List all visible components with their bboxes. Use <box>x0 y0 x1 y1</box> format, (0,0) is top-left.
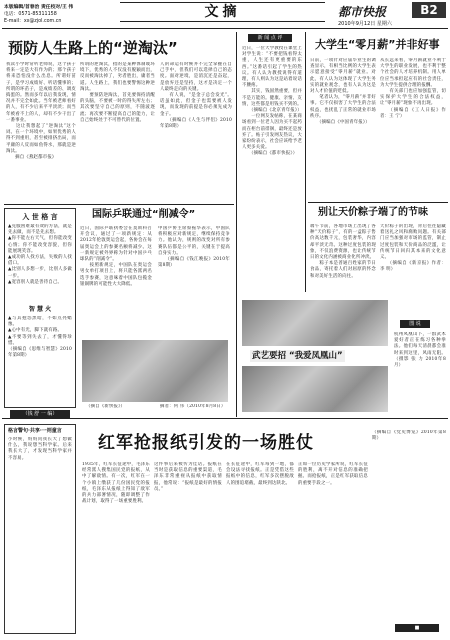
editor-line: 本版编辑/首春治 责任校对/王 伟 <box>4 5 74 10</box>
rule <box>4 204 234 205</box>
column-divider <box>305 32 306 292</box>
phone-line: 电话：0571-85311158 <box>4 12 57 17</box>
section-title: 文摘 <box>204 4 241 20</box>
bottom-right-tag: ■ <box>395 624 439 632</box>
article-3-col2: 从长远来看，零月薪就业不利于大学生的职业发展，也不利于整个社会的人才培养机制。用人单位应当承担起应有的社会责任，为大学生提供合理的报酬。 有关部门也应加强监管，切实保护大学生的合法权益，让“零月薪”现象不再出现。 （摘编自《工人日报》作者：王 宁） <box>380 58 446 119</box>
bottom-left-box <box>4 424 76 634</box>
martial-arts-photo <box>242 300 388 346</box>
martial-arts-photo-2 <box>242 366 388 412</box>
sidebar-subtitle: 智 慧 火 <box>28 306 52 313</box>
date-line: 2010年9月12日 星期六 <box>338 21 392 27</box>
sidebar-footer: （钱 舒 一 编） <box>10 410 70 418</box>
article-1-col1: 我读小学时常听老师说，这个孩子将来一定是大有作为的；那个孩子将来恐怕没什么出息。所谓好苗子，是学习成绩好、听话懂事的；所谓的坏苗子，是成绩差的、调皮捣蛋的。然而多年以后我发现，情况并不完全如此。当年被老师看好的人，有不少后来平平淡淡；而当年被看不上的人，却有不少干出了一番事业。 这让我想起了“逆淘汰”这个词。在一个环境中，如果优秀的人得不到重用，甚至被排挤出局，而平庸的人反而如鱼得水，那就是逆淘汰。 摘自《燕赵都市报》 <box>6 62 76 161</box>
section-band <box>120 2 325 22</box>
rule <box>308 202 448 203</box>
news-tag: 新 闻 点 评 <box>248 34 292 42</box>
table-tennis-photo <box>82 340 228 402</box>
article-1-col3: 人的命运有时候并不完全掌握在自己手中，但我们可以选择自己的态度。面对逆境，是消沉还是奋起，是放弃还是坚持，这才是决定一个人最终走向的关键。 有人说，“是金子总会发光”。话虽如此，但金子也需要被人发现，而发现的前提是你必须先成为金子。 （摘编自《人生与伴侣》2010年第8期） <box>160 62 232 130</box>
article-3-col1: 日前，一项针对应届毕业生的调查显示，有相当比例的大学生表示愿意接受“零月薪”就业。对此，有人认为这体现了大学生务实的就业观念，也有人认为这是对人才价值的贬低。 笔者认为，“零月薪”并非好事。它不仅损害了大学生的合法权益，也扰乱了正常的就业市场秩序。 （摘编自《中国青年报》） <box>310 58 376 126</box>
article-4-title: 别让天价粽子端了的节味 <box>318 207 428 218</box>
masthead-rule <box>2 28 448 29</box>
article-2-title: 国际乒联通过“削减令” <box>92 209 196 220</box>
column-divider <box>236 32 237 417</box>
article-2-caption: （摘自《新快报》） <box>86 404 126 409</box>
article-2-photo-credit: 摘者：何 伟（2010年8月8日） <box>160 404 226 409</box>
page-code: B2 <box>412 2 446 18</box>
bottom-left-tag: 格言警句·共享·一则童言 <box>8 428 62 434</box>
sidebar-box <box>4 208 76 408</box>
photo-tag: 图 说 <box>400 320 430 328</box>
article-1-title: 预防人生路上的“逆淘汰” <box>8 39 178 57</box>
article-2-col2: 中国乒协主席蔡振华表示，中国队将积极应对新规定，继续保持竞争力。他认为，规则的改变对所有参赛队伍都是公平的，关键在于提高自身实力。 （摘编自《钱江晚报》2010年第8期） <box>158 226 230 269</box>
article-6-col5: （摘编自《党史博览》2010年第8期） <box>372 430 446 442</box>
article-6-col2: 这件事后来被传为佳话。报纸在当时是获取信息的重要渠道，毛泽东非常重视从报纸中获取情报，他常说：“报纸是最好的情报员。” <box>154 462 222 492</box>
article-1-col2: 所谓的逆淘汰，指的是某种体制或环境下，优秀的人不仅没有脱颖而出，反而被淘汰掉了，劣者胜出，庸者当道。人生路上，我们也要警惕这种逆淘汰。 要预防逆淘汰，首先要保持清醒的头脑，不要被一时的得失所左右；其次要坚守自己的原则，不随波逐流；再次要不断提高自己的能力，让自己始终处于不可替代的位置。 <box>80 62 155 123</box>
newspaper-logo: 都市快报 <box>338 5 387 19</box>
article-6-title: 红军抢报纸引发的一场胜仗 <box>98 433 314 453</box>
article-2-col1: 近日，国际乒联执委会在莫斯科召开会议，通过了一项新规定：从2012年伦敦奥运会起，各协会在每届奥运会上的参赛名额将减少。这一新规定被外界称为针对中国乒乓球队的“削减令”。 按照新规定，中国队在奥运会男女单打项目上，将只能各派两名选手参赛，这意味着中国队包揽金银铜牌的可能性大大降低。 <box>80 226 152 287</box>
article-4-col2: 天价粽子的出现，背后往往隐藏着送礼之风和腐败问题。有关部门应当加强对市场的监管，制止过度包装和天价商品的泛滥，让传统节日回归其本来的文化意义。 （摘编自《新京报》作者：李 明） <box>380 224 446 273</box>
sidebar-text: ▲克服困难最有效的方法，就是先去做，而不是先去想。 ▲你不能左右天气，但你能改变心情；你不能改变容貌，但你能展现笑容。 ▲成功的人找方法，失败的人找借口。 ▲比别人多想一步，比别人多做一步。 ▲宽容别人就是善待自己。 <box>8 224 72 285</box>
article-4-col1: 端午节前，各地市场上出现了各种“天价粽子”，有的一盒粽子售价高达数千元，包装奢华，内容却平淡无奇。这种过度包装的现象，不仅浪费资源，也让传统节日的文化内涵被商业化所冲淡。 粽子本是普通百姓家的节日食品，寄托着人们对屈原的怀念和对美好生活的向往。 <box>310 224 376 279</box>
article-3-title: 大学生“零月薪”并非好事 <box>315 38 440 51</box>
photo-title: 武艺要招 “我爱凤凰山” <box>252 351 343 361</box>
news-column-text: 近日，一位大学教授在课堂上对学生说：“不要把钱看得太重，人生还有更重要的东西。”这番话引起了学生的热议。有人认为教授说得有道理，有人则认为这是站着说话不腰疼。 其实，钱固然重要，但并不是万能的。健康、亲情、友情，这些都是用钱买不到的。 （摘编自《北京青年报》） 一位网友发帖称，在某商场看到一位老人因为买不起药而在柜台前徘徊，最终还是放弃了。帖子引发网友热议，大家纷纷表示，社会应该给予老人更多关爱。 （摘编自《都市快报》） <box>242 46 302 157</box>
sidebar-title: 入 世 格 言 <box>22 213 58 221</box>
article-6-col3: 在长征途中，红军每到一地，都会设法寻找报纸。正是凭借这些报纸中的信息，红军多次摆脱敌人的围追堵截，最终到达陕北。 <box>226 462 294 486</box>
article-6-col4: 正如一位历史学家所说，红军长征的胜利，离不开对信息的准确把握。而抢报纸，正是红军获取信息的重要手段之一。 <box>298 462 368 486</box>
bottom-left-text: 小时候，妈妈问我长大了想做什么，我说想当科学家。后来我长大了，才发现当科学家并不容易。 <box>8 437 72 461</box>
rule <box>2 418 448 419</box>
photo-caption: 杭州凤凰山下，一群武术爱好者正在练习各种拳法。他们每天清晨都会准时来到这里，风雨无阻。（摄影 张 力 2010年8月） <box>394 332 446 369</box>
sidebar-text2: ▲与其抱怨黑暗，不如点亮蜡烛。 ▲心中有光，脚下就有路。 ▲不要等到失去了，才懂得珍惜。 （摘编自《思维与智慧》2010年第8期） <box>8 316 72 359</box>
email-line: E-mail：xx@zjol.com.cn <box>4 19 62 24</box>
article-6-col1: 1935年，红军长征途中，毛泽东经常派人搜集国民党的报纸，从中了解敌情。有一次，红军在一个小镇上缴获了几份国民党的报纸，毛泽东从报纸上得知了敌军的兵力部署情况，随即调整了作战计划，取得了一场重要胜利。 <box>82 462 150 505</box>
